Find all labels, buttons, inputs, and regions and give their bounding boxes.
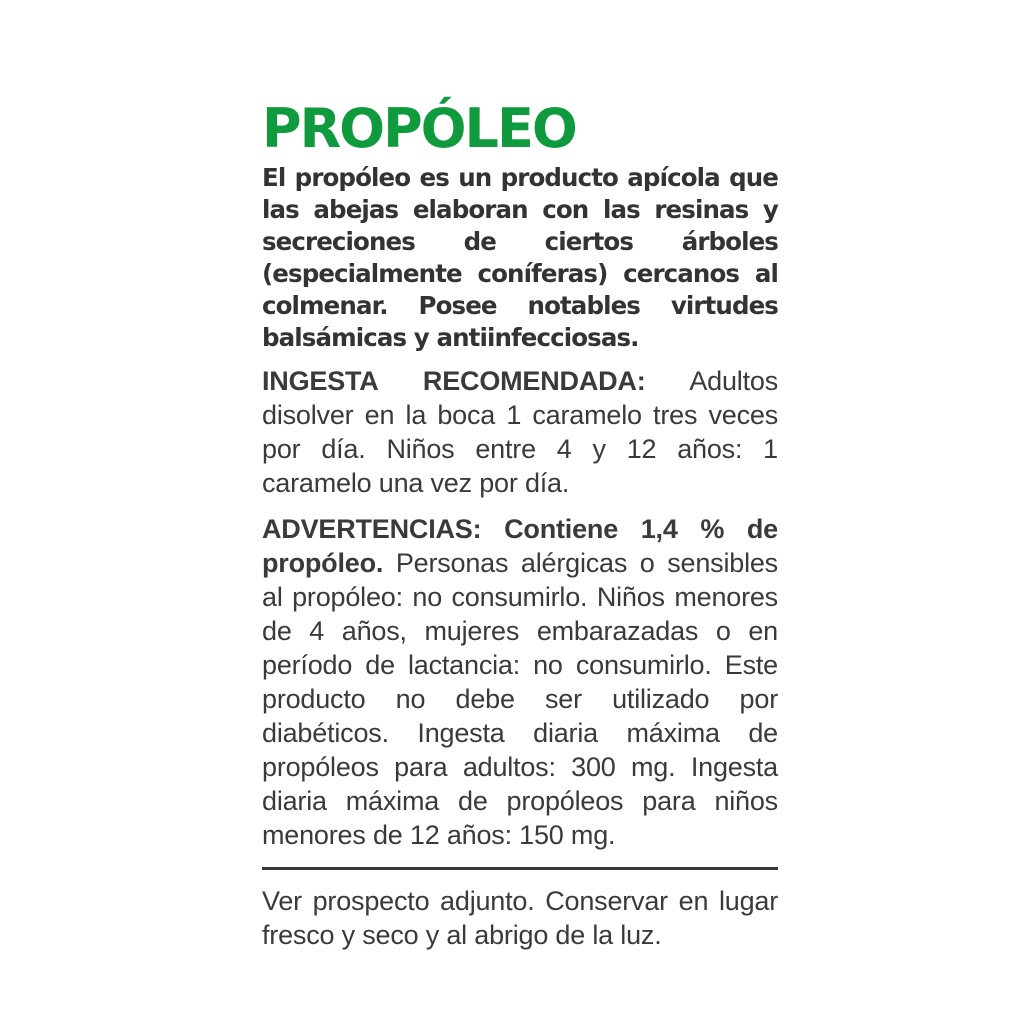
storage-note: Ver prospecto adjunto. Conservar en lugar fresco y seco y al abrigo de la luz. [262,886,778,950]
dosage-text: Adultos disolver en la boca 1 caramelo tres veces por día. Niños entre 4 y 12 años: 1 caramelo una vez por día. [262,366,778,498]
section-divider [262,867,778,870]
warnings-heading: ADVERTENCIAS: Contiene 1,4 % de propóleo. [262,514,778,578]
product-description: El propóleo es un producto apícola que las abejas elaboran con las resinas y secreciones de ciertos árboles (especialmente coníferas) cercanos al colmenar. Posee notables virtudes balsámicas y antiinfecciosas. [262,163,778,352]
product-label [262,96,778,864]
dosage-section [262,364,778,500]
product-title: PROPÓLEO [262,97,576,160]
dosage-heading: INGESTA RECOMENDADA: [262,366,646,396]
warnings-text: Personas alérgicas o sensibles al propóleo: no consumirlo. Niños menores de 4 años, mujeres embarazadas o en período de lactancia: no consumirlo. Este producto no debe ser utilizado por diabéticos. Ingesta diaria máxima de propóleos para adultos: 300 mg. Ingesta diaria máxima de propóleos para niños menores de 12 años: 150 mg. [262,548,778,850]
warnings-section [262,512,778,852]
